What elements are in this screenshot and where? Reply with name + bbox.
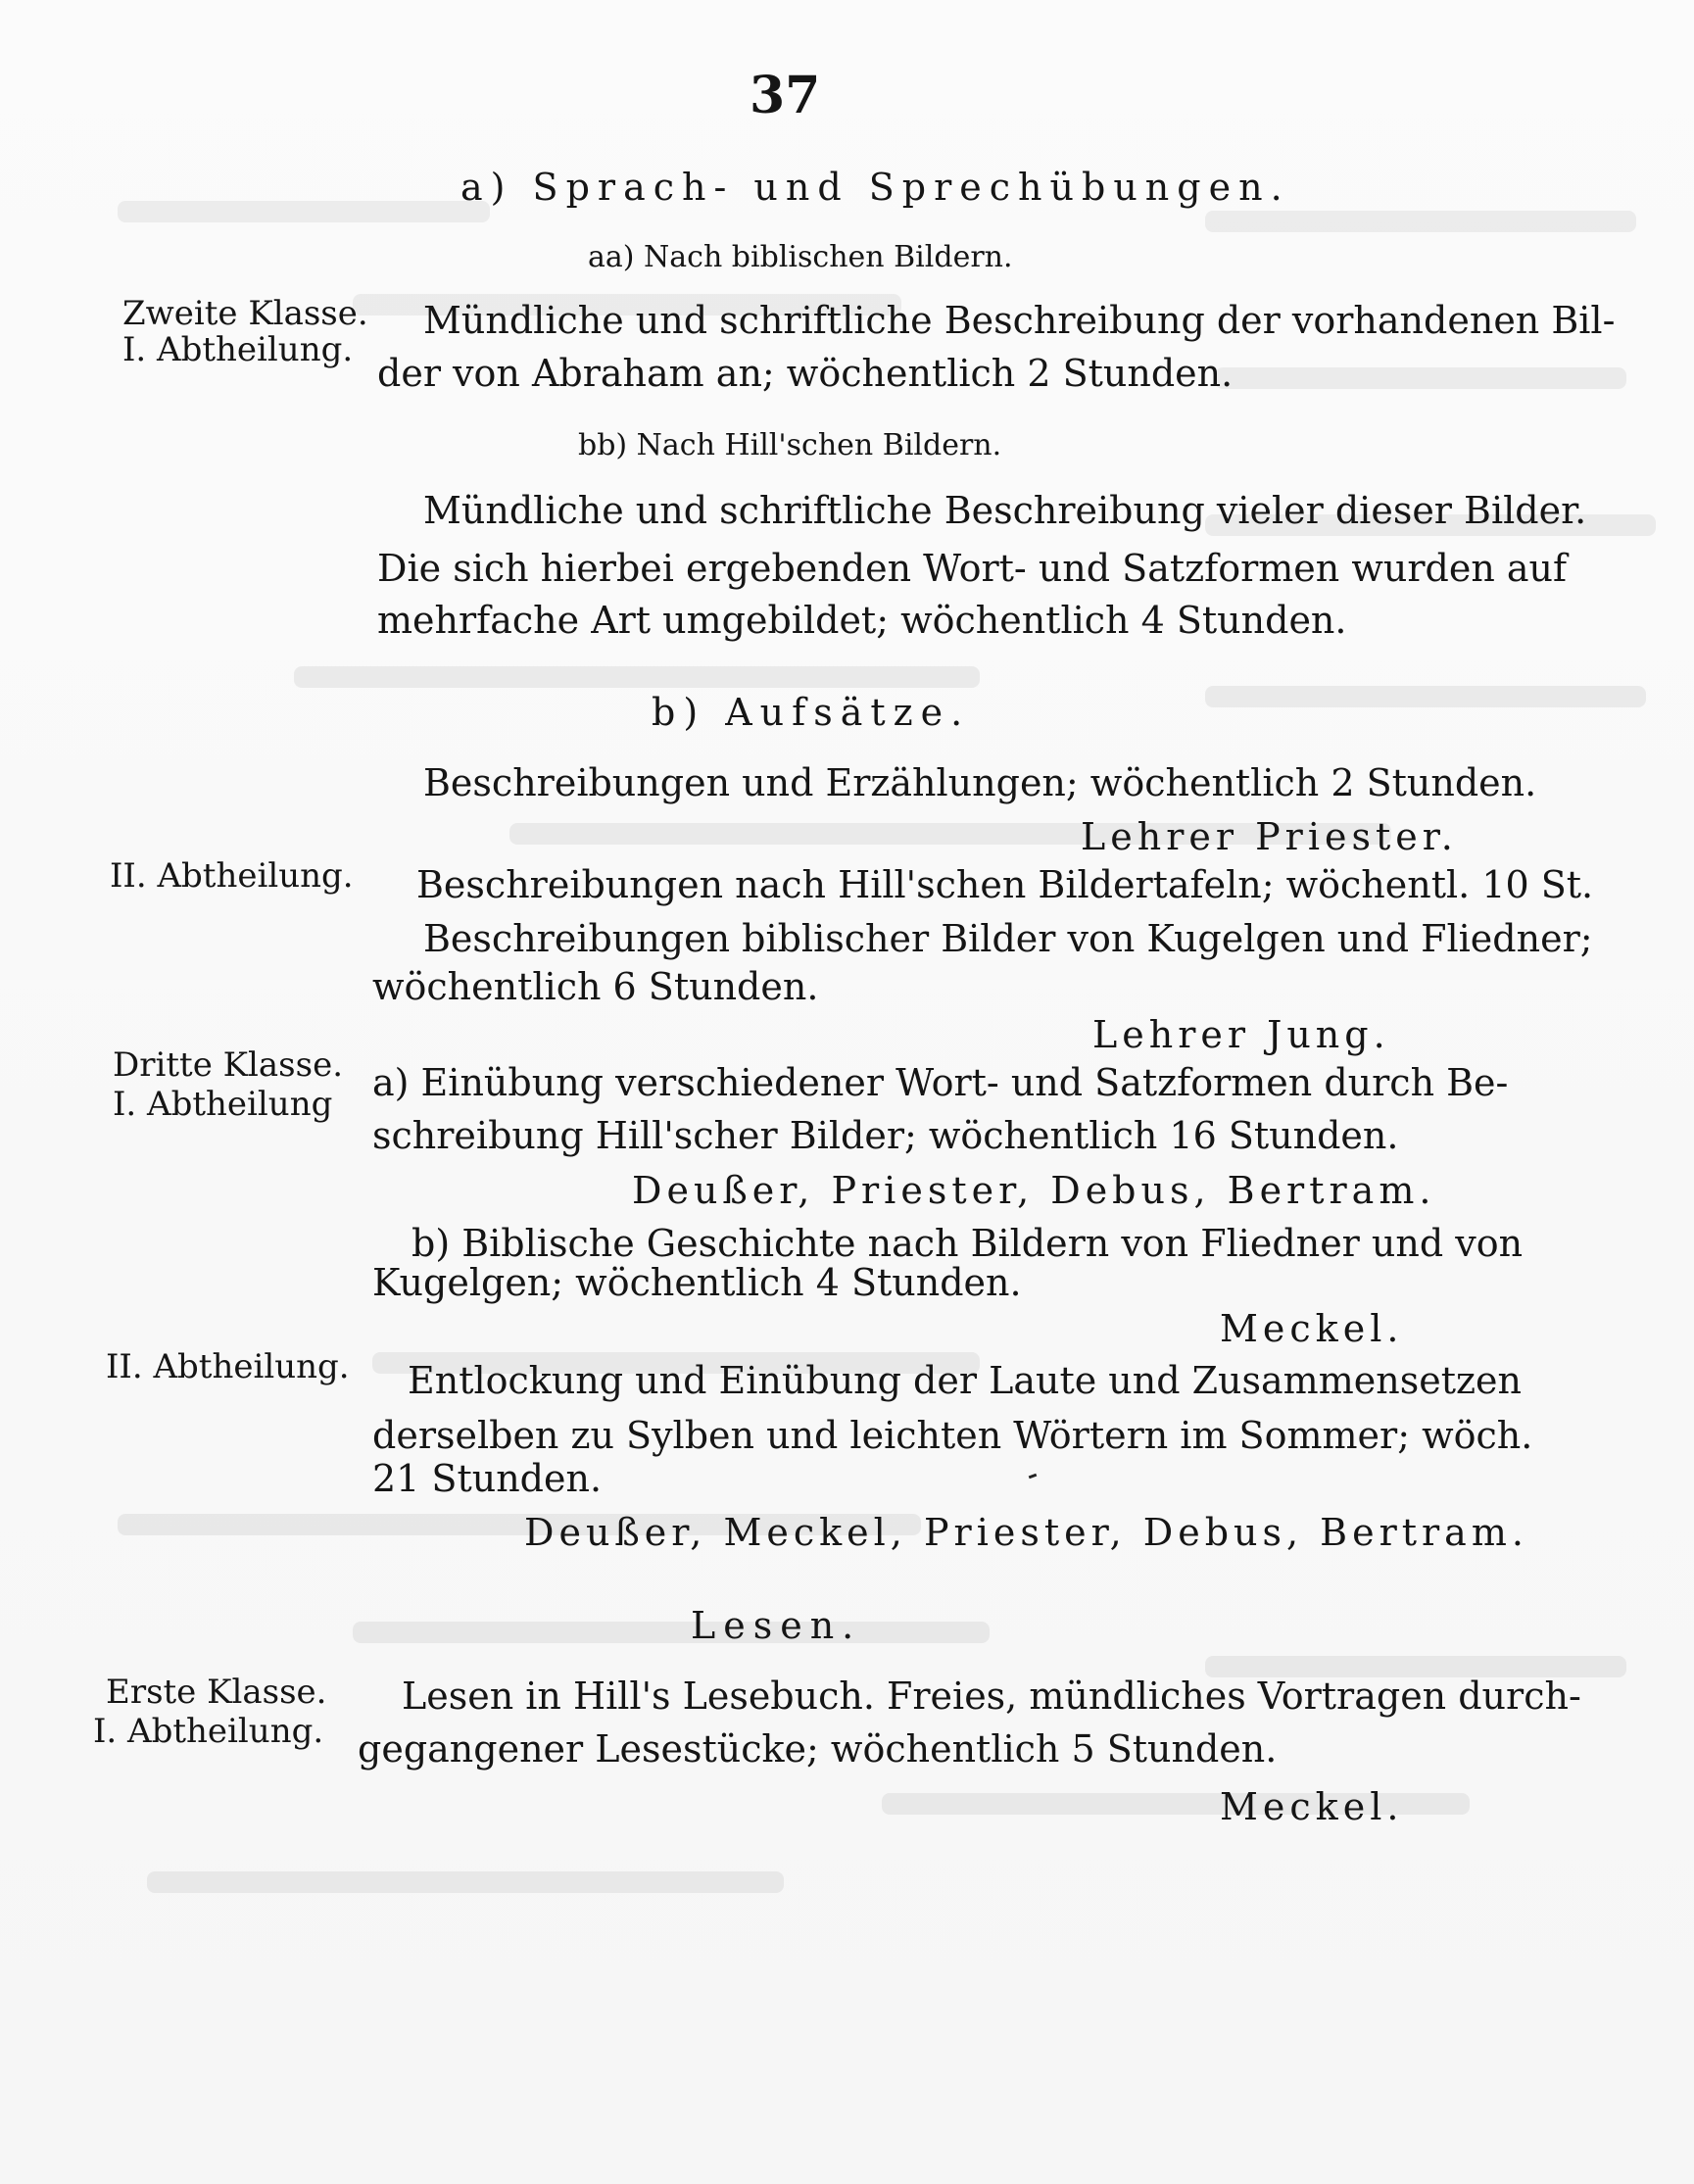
abt2-text-line-3: wöchentlich 6 Stunden.: [372, 965, 819, 1008]
klasse3-abtheilung-2-label: II. Abtheilung.: [106, 1347, 350, 1386]
klasse3-b-line-2: Kugelgen; wöchentlich 4 Stunden.: [372, 1261, 1022, 1304]
bb-text-line-2: Die sich hierbei ergebenden Wort- und Satzformen wurden auf: [377, 547, 1568, 590]
abtheilung-1-label: I. Abtheilung.: [122, 330, 354, 369]
dritte-klasse-label: Dritte Klasse.: [113, 1045, 344, 1085]
klasse3-abt2-line-3: 21 Stunden.: [372, 1457, 603, 1500]
bb-text-line-3: mehrfache Art umgebildet; wöchentlich 4 Stunden.: [377, 599, 1347, 642]
klasse3-a-line-1: a) Einübung verschiedener Wort- und Satzformen durch Be-: [372, 1061, 1509, 1104]
klasse3-abt2-line-2: derselben zu Sylben und leichten Wörtern im Sommer; wöch.: [372, 1414, 1533, 1457]
lesen-heading: Lesen.: [691, 1604, 862, 1647]
teacher-jung: Lehrer Jung.: [1092, 1013, 1390, 1056]
teachers-klasse3-abt2: Deußer, Meckel, Priester, Debus, Bertram.: [524, 1511, 1528, 1554]
teacher-meckel-1: Meckel.: [1220, 1307, 1404, 1350]
abt2-text-line-1: Beschreibungen nach Hill'schen Bildertafeln; wöchentl. 10 St.: [416, 863, 1594, 906]
klasse3-abt2-line-1: Entlockung und Einübung der Laute und Zusammensetzen: [408, 1359, 1522, 1402]
aa-text-line-1: Mündliche und schriftliche Beschreibung der vorhandenen Bil-: [423, 299, 1616, 342]
abt2-text-line-2: Beschreibungen biblischer Bilder von Kugelgen und Fliedner;: [423, 917, 1593, 960]
klasse3-b-line-1: b) Biblische Geschichte nach Bildern von Fliedner und von: [411, 1222, 1524, 1265]
bb-text-line-1: Mündliche und schriftliche Beschreibung vieler dieser Bilder.: [423, 489, 1587, 532]
aa-text-line-2: der von Abraham an; wöchentlich 2 Stunden.: [377, 352, 1234, 395]
abtheilung-2-label: II. Abtheilung.: [110, 856, 354, 896]
lesen-text-line-2: gegangener Lesestücke; wöchentlich 5 Stunden.: [358, 1727, 1278, 1771]
teacher-priester: Lehrer Priester.: [1081, 815, 1458, 858]
section-b-heading: b) Aufsätze.: [652, 691, 971, 734]
lesen-text-line-1: Lesen in Hill's Lesebuch. Freies, mündliches Vortragen durch-: [402, 1674, 1581, 1718]
subsection-aa-heading: aa) Nach biblischen Bildern.: [588, 240, 1013, 274]
section-a-heading: a) Sprach- und Sprechübungen.: [460, 166, 1290, 209]
aufsaetze-text-line-1: Beschreibungen und Erzählungen; wöchentlich 2 Stunden.: [423, 761, 1537, 804]
page-number: 37: [750, 66, 821, 125]
subsection-bb-heading: bb) Nach Hill'schen Bildern.: [578, 428, 1002, 462]
erste-klasse-label: Erste Klasse.: [106, 1673, 327, 1712]
stray-ink-mark: [1029, 1474, 1038, 1480]
erste-klasse-abtheilung-1-label: I. Abtheilung.: [93, 1712, 324, 1751]
dritte-klasse-abtheilung-1-label: I. Abtheilung: [113, 1085, 333, 1124]
klasse3-a-line-2: schreibung Hill'scher Bilder; wöchentlich 16 Stunden.: [372, 1114, 1399, 1157]
zweite-klasse-label: Zweite Klasse.: [122, 294, 368, 333]
teacher-meckel-2: Meckel.: [1220, 1785, 1404, 1828]
teachers-klasse3-a: Deußer, Priester, Debus, Bertram.: [632, 1169, 1436, 1212]
